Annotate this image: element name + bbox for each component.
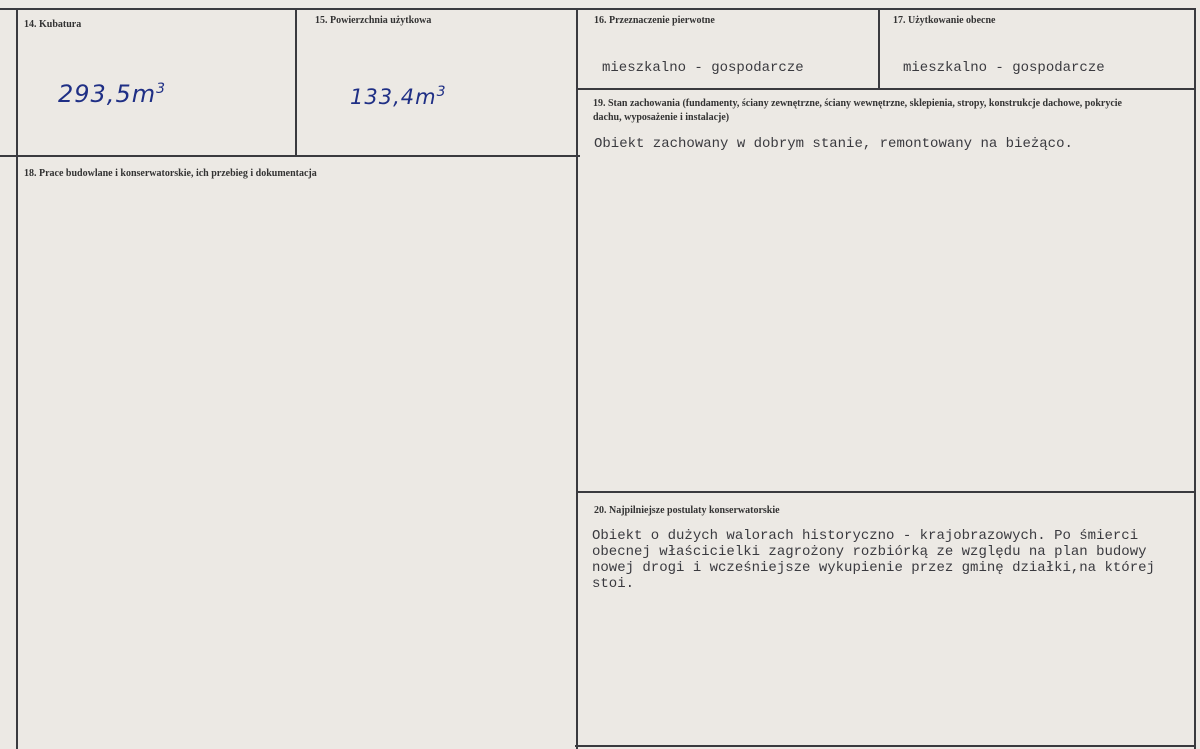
field-19-label: 19. Stan zachowania (fundamenty, ściany zewnętrzne, ściany wewnętrzne, sklepienia, stropy, konstrukcje dachowe, pokrycie dachu, wyposażenie i instalacje)	[593, 98, 1122, 123]
top-rule	[0, 8, 1196, 10]
field-15-number: 133,4m	[350, 85, 437, 109]
divider-14-15	[295, 8, 297, 156]
field-18-label: 18. Prace budowlane i konserwatorskie, ich przebieg i dokumentacja	[24, 168, 317, 179]
left-edge-rule	[16, 8, 18, 749]
main-vertical-divider	[576, 8, 578, 749]
right-edge-rule	[1194, 8, 1196, 749]
field-20-value: Obiekt o dużych walorach historyczno - krajobrazowych. Po śmierci obecnej właścicielki zagrożony rozbiórką ze względu na plan budowy nowej drogi i wcześniejsze wykupienie przez gminę działki,na której stoi.	[592, 528, 1155, 592]
field-17-value: mieszkalno - gospodarcze	[903, 60, 1105, 76]
field-14-number: 293,5m	[58, 80, 157, 108]
field-20-label: 20. Najpilniejsze postulaty konserwatorskie	[594, 505, 780, 516]
field-15-label: 15. Powierzchnia użytkowa	[315, 15, 432, 26]
field-15-value	[350, 84, 447, 109]
field-17-label: 17. Użytkowanie obecne	[893, 15, 996, 26]
rule-row2-left	[0, 155, 580, 157]
field-14-value	[58, 80, 166, 108]
field-16-value: mieszkalno - gospodarcze	[602, 60, 804, 76]
bottom-rule	[575, 745, 1196, 747]
field-19-value: Obiekt zachowany w dobrym stanie, remontowany na bieżąco.	[594, 136, 1073, 152]
field-14-unit-exponent: 3	[156, 81, 167, 97]
rule-row1-right	[578, 88, 1196, 90]
field-16-label: 16. Przeznaczenie pierwotne	[594, 15, 715, 26]
rule-section20-top	[578, 491, 1196, 493]
divider-16-17	[878, 8, 880, 89]
field-14-label: 14. Kubatura	[24, 19, 82, 30]
field-15-unit-exponent: 3	[436, 84, 447, 100]
